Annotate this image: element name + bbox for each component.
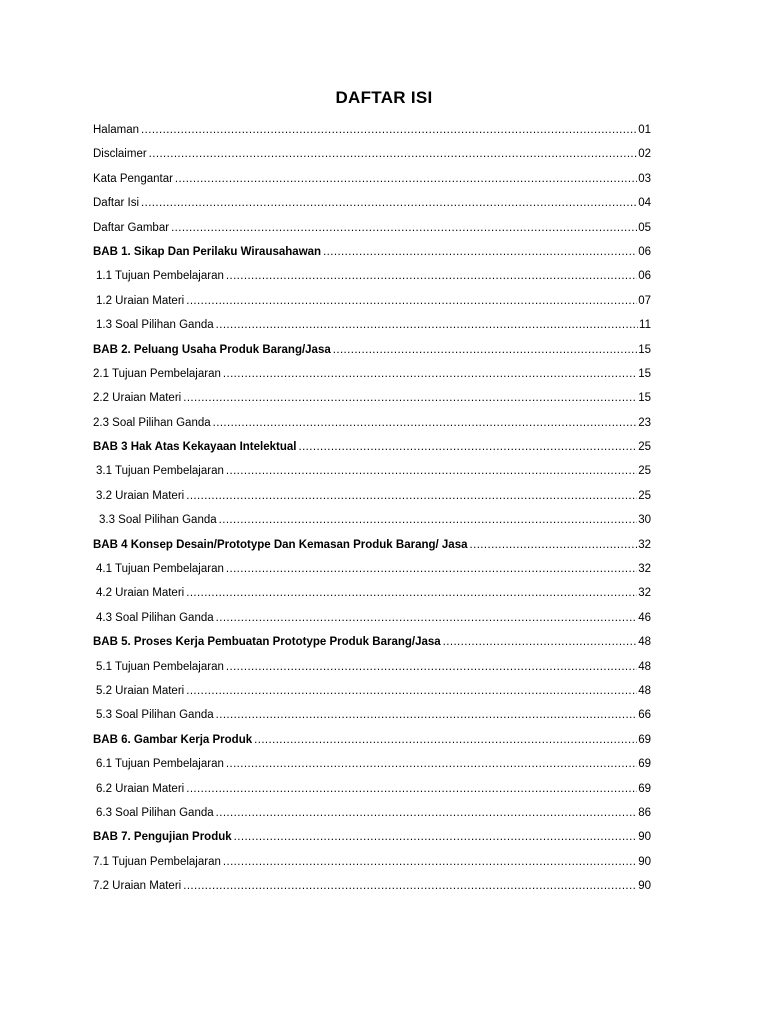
dot-leader (298, 435, 637, 459)
dot-leader (226, 557, 637, 581)
toc-entry-label: 4.3 Soal Pilihan Ganda (96, 611, 214, 624)
toc-entry-label: 6.2 Uraian Materi (96, 782, 185, 795)
toc-entry[interactable] (93, 581, 651, 605)
dot-leader (234, 825, 638, 849)
dot-leader (226, 655, 637, 679)
dot-leader (254, 728, 637, 752)
dot-leader (216, 703, 638, 727)
toc-entry-page: 11 (639, 319, 651, 332)
toc-entry-page: 48 (638, 684, 651, 697)
toc-entry[interactable] (93, 191, 651, 215)
toc-entry-label: 1.3 Soal Pilihan Ganda (96, 319, 214, 332)
toc-entry[interactable] (93, 874, 651, 898)
dot-leader (226, 264, 637, 288)
toc-entry[interactable] (93, 703, 651, 727)
toc-entry-page: 90 (638, 855, 651, 868)
dot-leader (141, 191, 637, 215)
toc-entry-page: 25 (638, 489, 651, 502)
dot-leader (183, 386, 637, 410)
dot-leader (175, 167, 637, 191)
dot-leader (186, 581, 637, 605)
toc-entry-label: BAB 4 Konsep Desain/Prototype Dan Kemasan Produk Barang/ Jasa (93, 538, 468, 551)
dot-leader (186, 289, 637, 313)
toc-entry-label: 5.1 Tujuan Pembelajaran (96, 660, 224, 673)
toc-entry-label: 7.1 Tujuan Pembelajaran (93, 855, 221, 868)
toc-entry-page: 32 (638, 538, 651, 551)
toc-entry-label: 2.1 Tujuan Pembelajaran (93, 367, 221, 380)
dot-leader (171, 216, 637, 240)
dot-leader (219, 508, 638, 532)
toc-entry-label: Kata Pengantar (93, 172, 173, 185)
toc-entry-page: 15 (638, 367, 651, 380)
toc-entry-page: 15 (638, 343, 651, 356)
toc-entry-page: 07 (638, 294, 651, 307)
toc-entry[interactable] (93, 777, 651, 801)
dot-leader (149, 142, 638, 166)
toc-entry-label: BAB 5. Proses Kerja Pembuatan Prototype Produk Barang/Jasa (93, 636, 441, 649)
toc-entry-page: 03 (638, 172, 651, 185)
toc-entry-label: 2.3 Soal Pilihan Ganda (93, 416, 211, 429)
toc-entry-label: 1.1 Tujuan Pembelajaran (96, 270, 224, 283)
toc-entry-label: 5.3 Soal Pilihan Ganda (96, 709, 214, 722)
toc-entry-page: 01 (638, 124, 651, 136)
toc-entry-page: 48 (638, 660, 651, 673)
toc-entry[interactable] (93, 801, 651, 825)
dot-leader (223, 362, 637, 386)
dot-leader (141, 118, 637, 142)
toc-entry-label: 3.1 Tujuan Pembelajaran (96, 465, 224, 478)
toc-entry-label: 5.2 Uraian Materi (96, 684, 185, 697)
toc-entry-page: 48 (638, 636, 651, 649)
toc-entry[interactable] (93, 606, 651, 630)
toc-entry-page: 32 (638, 587, 651, 600)
toc-entry-page: 32 (638, 563, 651, 576)
toc-entry-label: BAB 7. Pengujian Produk (93, 831, 232, 844)
page-title: DAFTAR ISI (335, 88, 433, 107)
toc-entry[interactable] (93, 484, 651, 508)
toc-entry-page: 90 (638, 831, 651, 844)
toc-entry-page: 04 (638, 197, 651, 210)
toc-entry[interactable] (93, 313, 651, 337)
toc-entry[interactable] (93, 142, 651, 166)
toc-entry-label: 4.1 Tujuan Pembelajaran (96, 563, 224, 576)
toc-entry-label: Halaman (93, 124, 140, 136)
toc-entry[interactable] (93, 411, 651, 435)
toc-entry-page: 69 (638, 782, 651, 795)
toc-chapter-entry[interactable] (93, 825, 651, 849)
toc-chapter-entry[interactable] (93, 435, 651, 459)
toc-entry-page: 69 (638, 733, 651, 746)
toc-entry-page: 05 (638, 221, 651, 234)
toc-entry-label: 6.1 Tujuan Pembelajaran (96, 758, 224, 771)
toc-entry[interactable] (93, 679, 651, 703)
toc-entry-page: 25 (638, 465, 651, 478)
toc-entry[interactable] (93, 118, 651, 142)
toc-entry[interactable] (93, 557, 651, 581)
toc-entry-label: 3.2 Uraian Materi (96, 489, 185, 502)
toc-entry[interactable] (93, 752, 651, 776)
toc-chapter-entry[interactable] (93, 533, 651, 557)
toc-entry-page: 15 (638, 392, 651, 405)
toc-entry[interactable] (93, 264, 651, 288)
toc-entry[interactable] (93, 362, 651, 386)
dot-leader (470, 533, 638, 557)
toc-entry-label: 2.2 Uraian Materi (93, 392, 182, 405)
toc-entry[interactable] (93, 289, 651, 313)
toc-entry[interactable] (93, 216, 651, 240)
toc-entry-label: BAB 6. Gambar Kerja Produk (93, 733, 253, 746)
toc-entry-page: 06 (638, 270, 651, 283)
toc-entry-page: 69 (638, 758, 651, 771)
toc-entry-label: 3.3 Soal Pilihan Ganda (99, 514, 217, 527)
toc-entry-label: Disclaimer (93, 148, 147, 161)
dot-leader (443, 630, 638, 654)
toc-entry-label: BAB 3 Hak Atas Kekayaan Intelektual (93, 441, 297, 454)
dot-leader (186, 679, 637, 703)
toc-entry-page: 30 (638, 514, 651, 527)
toc-entry-page: 02 (638, 148, 651, 161)
toc-entry-page: 90 (638, 880, 651, 893)
toc-entry[interactable] (93, 386, 651, 410)
toc-entry-page: 86 (638, 806, 651, 819)
dot-leader (216, 606, 638, 630)
dot-leader (216, 313, 638, 337)
toc-chapter-entry[interactable] (93, 338, 651, 362)
toc-entry[interactable] (93, 850, 651, 874)
toc-entry[interactable] (93, 459, 651, 483)
dot-leader (213, 411, 638, 435)
table-of-contents (93, 118, 651, 899)
dot-leader (323, 240, 637, 264)
dot-leader (216, 801, 638, 825)
toc-entry-label: 7.2 Uraian Materi (93, 880, 182, 893)
dot-leader (226, 459, 637, 483)
dot-leader (186, 484, 637, 508)
toc-entry-page: 25 (638, 441, 651, 454)
dot-leader (223, 850, 637, 874)
dot-leader (186, 777, 637, 801)
toc-entry-label: BAB 1. Sikap Dan Perilaku Wirausahawan (93, 245, 322, 258)
toc-entry[interactable] (93, 655, 651, 679)
toc-entry[interactable] (93, 167, 651, 191)
toc-chapter-entry[interactable] (93, 240, 651, 264)
toc-chapter-entry[interactable] (93, 728, 651, 752)
toc-chapter-entry[interactable] (93, 630, 651, 654)
toc-entry[interactable] (93, 508, 651, 532)
toc-entry-label: 6.3 Soal Pilihan Ganda (96, 806, 214, 819)
toc-entry-label: 1.2 Uraian Materi (96, 294, 185, 307)
dot-leader (226, 752, 637, 776)
toc-entry-label: BAB 2. Peluang Usaha Produk Barang/Jasa (93, 343, 331, 356)
toc-entry-page: 23 (638, 416, 651, 429)
dot-leader (333, 338, 637, 362)
toc-entry-label: 4.2 Uraian Materi (96, 587, 185, 600)
dot-leader (183, 874, 637, 898)
toc-entry-label: Daftar Gambar (93, 221, 170, 234)
toc-entry-page: 66 (638, 709, 651, 722)
toc-entry-label: Daftar Isi (93, 197, 140, 210)
toc-entry-page: 06 (638, 245, 651, 258)
toc-entry-page: 46 (638, 611, 651, 624)
